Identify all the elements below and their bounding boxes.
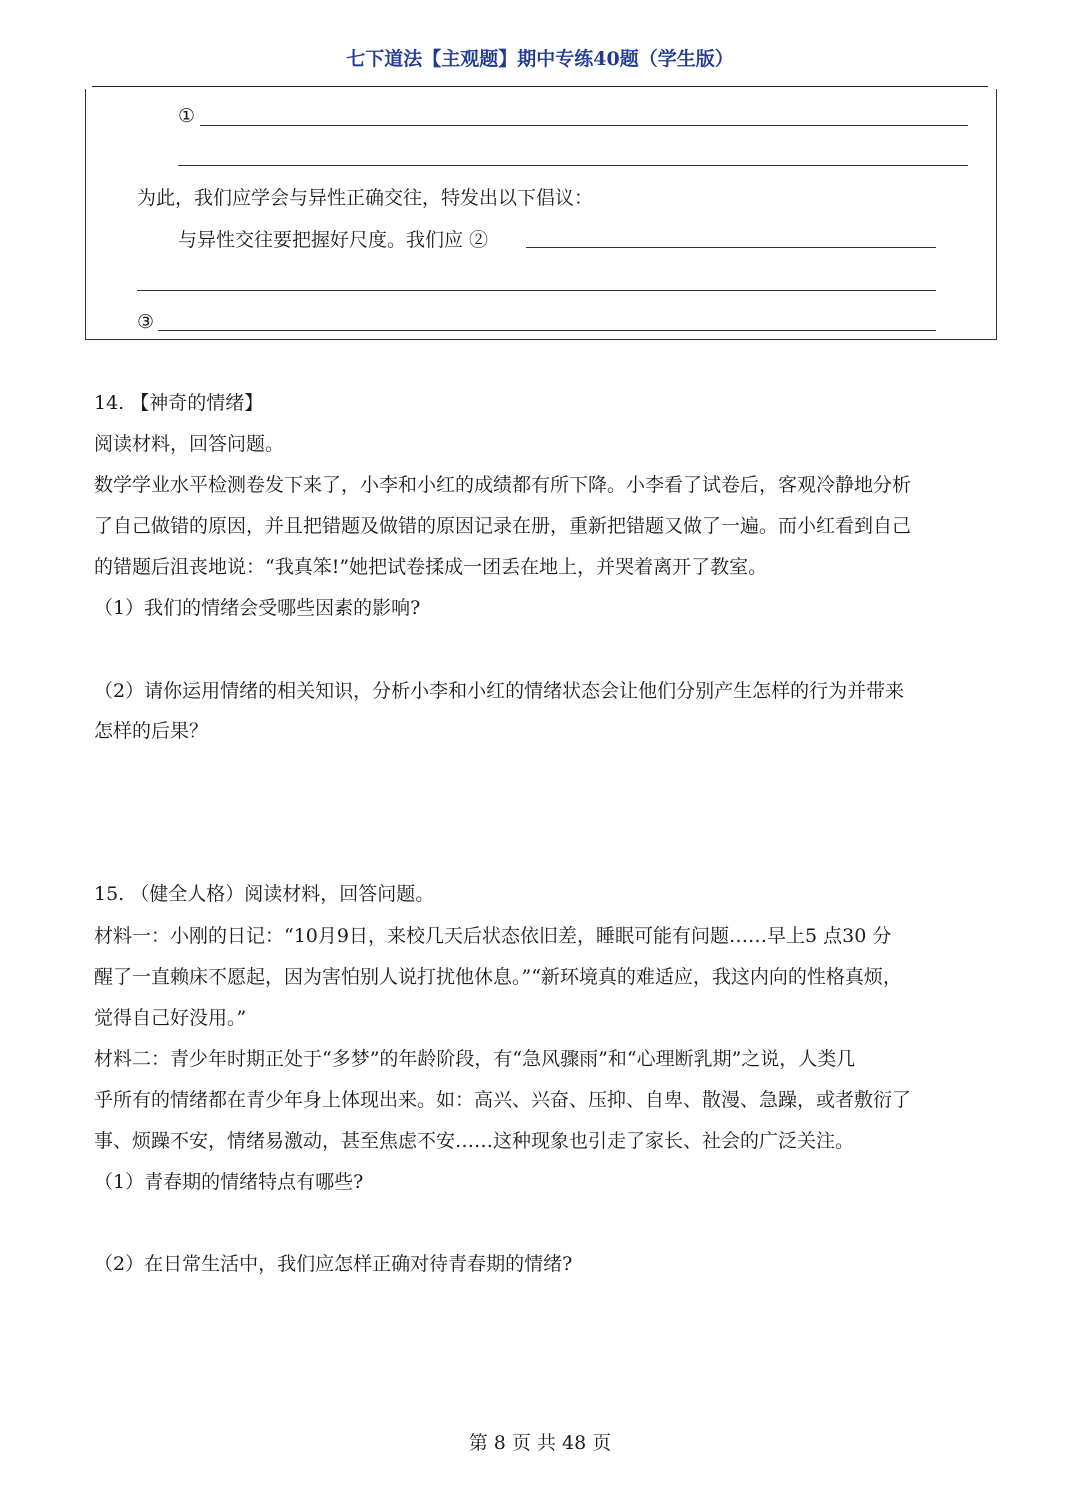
answer-line-1a[interactable] bbox=[200, 125, 968, 126]
box-marker-3: ③ bbox=[137, 311, 155, 333]
q15-material-line: 乎所有的情绪都在青少年身上体现出来。如：高兴、兴奋、压抑、自卑、散漫、急躁，或者敷衍了 bbox=[94, 1089, 912, 1111]
answer-line-2a[interactable] bbox=[526, 247, 936, 248]
box-proposal-intro: 为此，我们应学会与异性正确交往，特发出以下倡议： bbox=[137, 187, 594, 209]
box-proposal-line: 与异性交往要把握好尺度。我们应 ② bbox=[178, 229, 489, 251]
q14-subquestion-2-cont: 怎样的后果？ bbox=[94, 720, 209, 742]
header-divider bbox=[92, 86, 988, 87]
q15-material-line: 材料二：青少年时期正处于“多梦”的年龄阶段，有“急风骤雨”和“心理断乳期”之说，人类几 bbox=[94, 1048, 856, 1070]
q15-material-line: 材料一：小刚的日记：“10月9日，来校几天后状态依旧差，睡眠可能有问题……早上5 点30 分 bbox=[94, 925, 892, 947]
q15-subquestion-2: （2）在日常生活中，我们应怎样正确对待青春期的情绪? bbox=[94, 1253, 573, 1275]
answer-line-2b[interactable] bbox=[137, 290, 936, 291]
page-number: 第 8 页 共 48 页 bbox=[468, 1432, 612, 1454]
q15-material-line: 醒了一直赖床不愿起，因为害怕别人说打扰他休息。”“新环境真的难适应，我这内向的性格真烦， bbox=[94, 966, 902, 988]
q14-instruction: 阅读材料，回答问题。 bbox=[94, 433, 285, 455]
page-header-title: 七下道法【主观题】期中专练40题（学生版） bbox=[346, 48, 734, 70]
q14-subquestion-2: （2）请你运用情绪的相关知识，分析小李和小红的情绪状态会让他们分别产生怎样的行为并带来 bbox=[94, 680, 905, 702]
q15-material-line: 觉得自己好没用。” bbox=[94, 1007, 247, 1029]
q14-title: 14. 【神奇的情绪】 bbox=[94, 392, 264, 414]
answer-line-3[interactable] bbox=[158, 330, 936, 331]
q15-material-line: 事、烦躁不安，情绪易激动，甚至焦虑不安……这种现象也引走了家长、社会的广泛关注。 bbox=[94, 1130, 855, 1152]
q15-subquestion-1: （1）青春期的情绪特点有哪些? bbox=[94, 1171, 364, 1193]
q14-material-line: 的错题后沮丧地说：“我真笨!”她把试卷揉成一团丢在地上，并哭着离开了教室。 bbox=[94, 556, 768, 578]
q14-material-line: 数学学业水平检测卷发下来了，小李和小红的成绩都有所下降。小李看了试卷后，客观冷静地分析 bbox=[94, 474, 912, 496]
answer-box bbox=[85, 89, 997, 340]
q14-material-line: 了自己做错的原因，并且把错题及做错的原因记录在册，重新把错题又做了一遍。而小红看到自己 bbox=[94, 515, 912, 537]
box-marker-1: ① bbox=[178, 105, 196, 127]
q14-subquestion-1: （1）我们的情绪会受哪些因素的影响? bbox=[94, 597, 421, 619]
q15-title: 15. （健全人格）阅读材料，回答问题。 bbox=[94, 883, 435, 905]
answer-line-1b[interactable] bbox=[178, 165, 968, 166]
